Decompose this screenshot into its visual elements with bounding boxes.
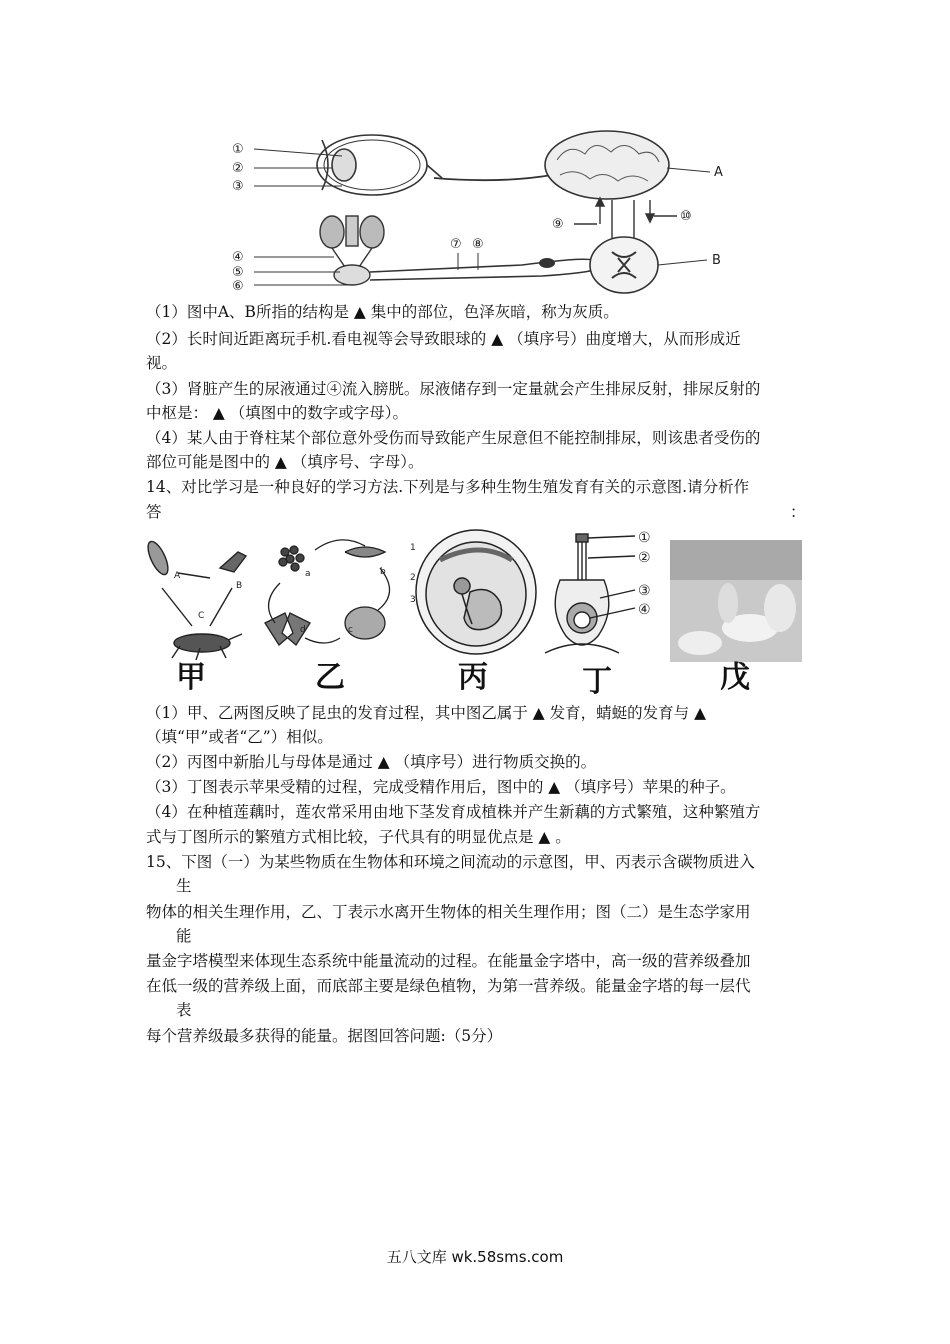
panel-bing-fetus bbox=[416, 530, 536, 654]
q15-line-6: 在低一级的营养级上面，而底部主要是绿色植物，为第一营养级。能量金字塔的每一层代 bbox=[146, 977, 751, 995]
panel-label-yi: 乙 bbox=[315, 660, 345, 695]
yi-letter-b: b bbox=[380, 567, 386, 577]
label-10: ⑩ bbox=[680, 209, 692, 224]
yi-letter-c: c bbox=[348, 625, 353, 635]
yi-letter-a: a bbox=[305, 569, 311, 579]
q14-line-1: （1）甲、乙两图反映了昆虫的发育过程，其中图乙属于 ▲ 发育，蜻蜓的发育与 ▲ bbox=[146, 704, 706, 722]
label-7: ⑦ bbox=[450, 237, 462, 252]
q13-line-5: 中枢是： ▲ （填图中的数字或字母）。 bbox=[146, 404, 409, 422]
panel-ding-pistil bbox=[545, 534, 635, 653]
label-4: ④ bbox=[232, 250, 244, 265]
q15-line-5: 量金字塔模型来体现生态系统中能量流动的过程。在能量金字塔中，高一级的营养级叠加 bbox=[146, 952, 751, 970]
q14-intro-line-1: 14、对比学习是一种良好的学习方法.下列是与多种生物生殖发育有关的示意图.请分析作 bbox=[146, 478, 750, 496]
ding-number-4: ④ bbox=[638, 602, 651, 618]
q15-line-7: 表 bbox=[176, 1001, 192, 1019]
q13-line-4: （3）肾脏产生的尿液通过④流入膀胱。尿液储存到一定量就会产生排尿反射，排尿反射的 bbox=[146, 380, 761, 398]
panel-label-bing: 丙 bbox=[458, 660, 488, 695]
bing-number-2: 2 bbox=[410, 573, 416, 583]
panel-label-jia: 甲 bbox=[176, 660, 206, 695]
q14-intro-colon: ： bbox=[790, 503, 806, 521]
q14-intro-line-2: 答 bbox=[146, 503, 162, 521]
panel-yi-silkworm-cycle bbox=[265, 540, 390, 645]
label-5: ⑤ bbox=[232, 265, 244, 280]
q14-line-5: （4）在种植莲藕时，莲农常采用由地下茎发育成植株并产生新藕的方式繁殖，这种繁殖方 bbox=[146, 803, 761, 821]
label-2: ② bbox=[232, 161, 244, 176]
q15-line-4: 能 bbox=[176, 927, 192, 945]
kidney-bladder-illustration bbox=[320, 216, 384, 285]
brain-illustration bbox=[545, 131, 710, 199]
q13-line-2: （2）长时间近距离玩手机.看电视等会导致眼球的 ▲ （填序号）曲度增大，从而形成近 bbox=[146, 330, 741, 348]
panel-jia-grasshopper-cycle bbox=[144, 539, 246, 660]
q14-line-4: （3）丁图表示苹果受精的过程，完成受精作用后，图中的 ▲ （填序号）苹果的种子。 bbox=[146, 778, 736, 796]
jia-letter-c: C bbox=[198, 611, 205, 621]
q15-line-2: 生 bbox=[176, 877, 192, 895]
bing-number-1: 1 bbox=[410, 543, 416, 553]
panel-wu-lotus-root-photo bbox=[670, 540, 802, 662]
q14-line-3: （2）丙图中新胎儿与母体是通过 ▲ （填序号）进行物质交换的。 bbox=[146, 753, 597, 771]
label-A: A bbox=[714, 165, 723, 180]
label-9: ⑨ bbox=[552, 217, 564, 232]
q15-line-8: 每个营养级最多获得的能量。据图回答问题:（5分） bbox=[146, 1027, 503, 1045]
q14-line-2: （填“甲”或者“乙”）相似。 bbox=[146, 728, 333, 746]
q13-line-6: （4）某人由于脊柱某个部位意外受伤而导致能产生尿意但不能控制排尿，则该患者受伤的 bbox=[146, 429, 761, 447]
jia-letter-a: A bbox=[174, 571, 181, 581]
q13-line-3: 视。 bbox=[146, 354, 178, 372]
label-6: ⑥ bbox=[232, 279, 244, 294]
label-8: ⑧ bbox=[472, 237, 484, 252]
q13-line-1: （1）图中A、B所指的结构是 ▲ 集中的部位，色泽灰暗，称为灰质。 bbox=[146, 303, 619, 321]
q14-line-6: 式与丁图所示的繁殖方式相比较，子代具有的明显优点是 ▲ 。 bbox=[146, 828, 571, 846]
label-3: ③ bbox=[232, 179, 244, 194]
ding-number-1: ① bbox=[638, 530, 651, 546]
q15-line-1: 15、下图（一）为某些物质在生物体和环境之间流动的示意图，甲、丙表示含碳物质进入 bbox=[146, 853, 755, 871]
page-footer: 五八文库 wk.58sms.com bbox=[386, 1248, 564, 1266]
label-1: ① bbox=[232, 142, 244, 157]
q15-line-3: 物体的相关生理作用，乙、丁表示水离开生物体的相关生理作用；图（二）是生态学家用 bbox=[146, 903, 751, 921]
bing-number-3: 3 bbox=[410, 595, 416, 605]
panel-label-wu: 戊 bbox=[720, 660, 750, 695]
ding-number-3: ③ bbox=[638, 583, 651, 599]
ding-number-2: ② bbox=[638, 550, 651, 566]
label-B: B bbox=[712, 253, 721, 268]
nervous-system-diagram bbox=[222, 120, 742, 295]
yi-letter-d: d bbox=[300, 625, 306, 635]
jia-letter-b: B bbox=[236, 581, 243, 591]
spinal-cord-illustration bbox=[590, 237, 707, 293]
panel-label-ding: 丁 bbox=[582, 664, 612, 699]
q13-line-7: 部位可能是图中的 ▲ （填序号、字母）。 bbox=[146, 453, 424, 471]
